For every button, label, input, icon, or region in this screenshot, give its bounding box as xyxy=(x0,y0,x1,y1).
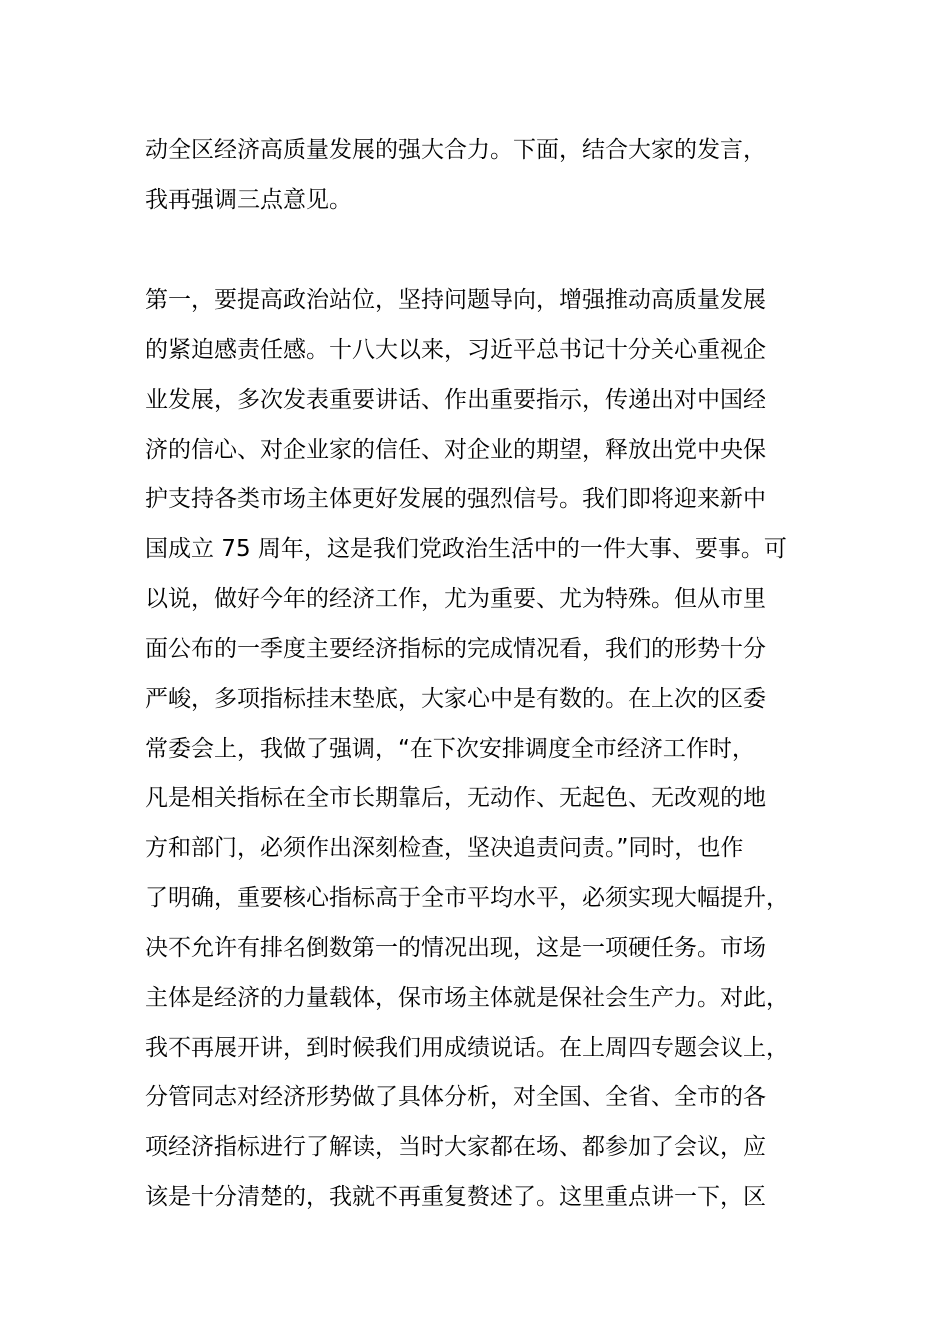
text-line: 决不允许有排名倒数第一的情况出现，这是一项硬任务。市场 xyxy=(145,935,766,961)
text-line: 我不再展开讲，到时候我们用成绩说话。在上周四专题会议上， xyxy=(145,1035,789,1061)
text-line: 常委会上，我做了强调，“在下次安排调度全市经济工作时， xyxy=(145,736,755,762)
text-line: 护支持各类市场主体更好发展的强烈信号。我们即将迎来新中 xyxy=(145,486,766,512)
text-line: 济的信心、对企业家的信任、对企业的期望，释放出党中央保 xyxy=(145,437,766,463)
text-line: 该是十分清楚的，我就不再重复赘述了。这里重点讲一下，区 xyxy=(145,1184,766,1210)
text-line: 动全区经济高质量发展的强大合力。下面，结合大家的发言， xyxy=(145,137,766,163)
text-line: 严峻，多项指标挂末垫底，大家心中是有数的。在上次的区委 xyxy=(145,686,766,712)
text-line: 业发展，多次发表重要讲话、作出重要指示，传递出对中国经 xyxy=(145,387,766,413)
text-line: 主体是经济的力量载体，保市场主体就是保社会生产力。对此， xyxy=(145,985,789,1011)
text-line: 方和部门，必须作出深刻检查，坚决追责问责。”同时，也作 xyxy=(145,835,744,861)
text-line: 了明确，重要核心指标高于全市平均水平，必须实现大幅提升， xyxy=(145,885,789,911)
text-line: 面公布的一季度主要经济指标的完成情况看，我们的形势十分 xyxy=(145,636,766,662)
text-line: 凡是相关指标在全市长期靠后，无动作、无起色、无改观的地 xyxy=(145,785,766,811)
text-line: 第一，要提高政治站位，坚持问题导向，增强推动高质量发展 xyxy=(145,287,766,313)
text-line: 分管同志对经济形势做了具体分析，对全国、全省、全市的各 xyxy=(145,1084,766,1110)
text-line: 我再强调三点意见。 xyxy=(145,187,352,213)
text-line: 的紧迫感责任感。十八大以来，习近平总书记十分关心重视企 xyxy=(145,337,766,363)
text-line: 国成立 75 周年，这是我们党政治生活中的一件大事、要事。可 xyxy=(145,536,787,562)
text-line: 以说，做好今年的经济工作，尤为重要、尤为特殊。但从市里 xyxy=(145,586,766,612)
text-line: 项经济指标进行了解读，当时大家都在场、都参加了会议，应 xyxy=(145,1134,766,1160)
